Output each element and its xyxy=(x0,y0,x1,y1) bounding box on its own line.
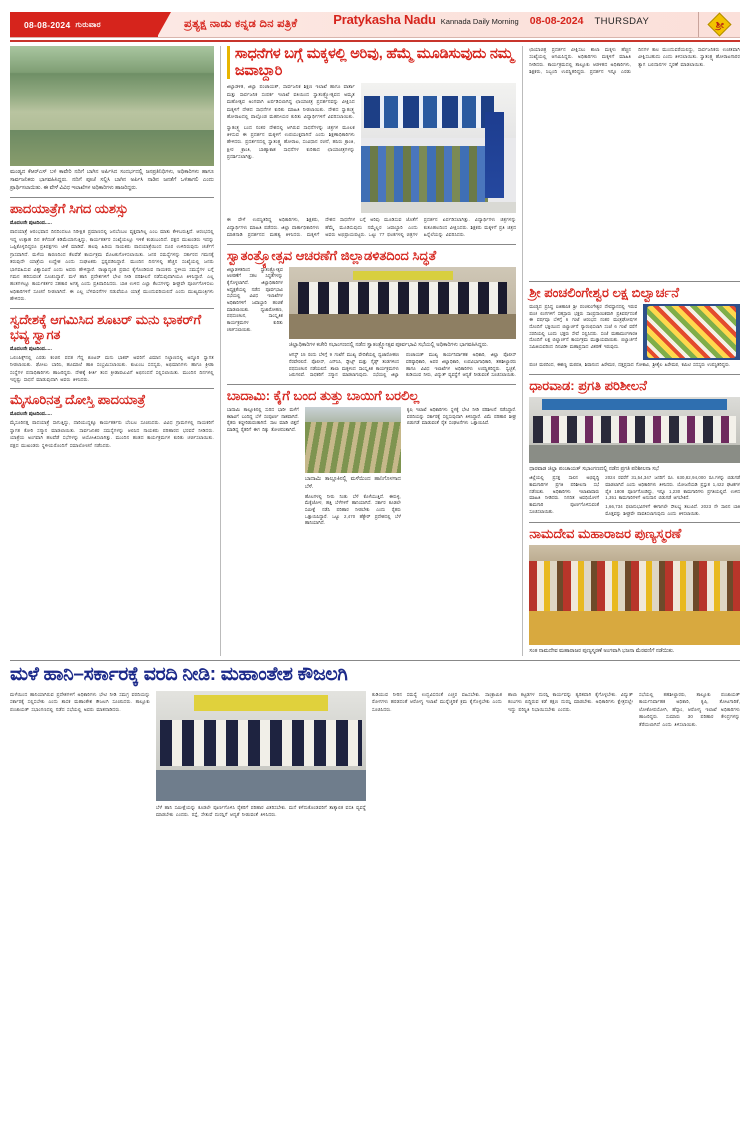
photo-damaged-crop-field xyxy=(305,407,401,473)
right3-photo-caption: ಸಂತ ನಾಮದೇವ ಮಹಾರಾಜರ ಪುಣ್ಯಸ್ಮರಣೆ ಅಂಗವಾಗಿ ಭಜನಾ ಮೆರವಣಿಗೆ ನಡೆಯಿತು. xyxy=(529,648,675,655)
photo-banner xyxy=(353,271,453,280)
photo-crop-rows xyxy=(305,422,401,473)
left-body-3: ಮೈಸೂರಿನತ್ತ ಪಾದಯಾತ್ರೆ ಸಾಗುತ್ತಿದ್ದು, ದಾರಿಯುದ್ದಕ್ಕೂ ಕಾರ್ಯಕರ್ತರು ಬೆಂಬಲ ಸೂಚಿಸಿದರು. ವಿವಿಧ ಗ್ರಾಮಗಳಲ್ಲಿ ನಾಯಕರಿಗೆ ಸ್ವಾಗತ ಕೋರಿ ಸನ್ಮಾನ ಮಾಡಲಾಯಿತು. ಸಾರ್ವಜನಿಕರ ಸಮಸ್ಯೆಗಳನ್ನು ಆಲಿಸಿದ ನಾಯಕರು ಪರಿಹಾರದ ಭರವಸೆ ನೀಡಿದರು. ಯಾತ್ರೆಯ ಅಂಗವಾಗಿ ಹಲವೆಡೆ ಸಭೆಗಳನ್ನು ಆಯೋಜಿಸಲಾಗಿತ್ತು. ಮುಂದಿನ ಹಂತದ ಕಾರ್ಯಕ್ರಮಗಳ ಕುರಿತು ಚರ್ಚಿಸಲಾಯಿತು. ಪಕ್ಷದ ಮುಖಂಡರು ಸ್ಥಳೀಯರೊಂದಿಗೆ ಸಮಾಲೋಚನೆ ನಡೆಸಿದರು. xyxy=(10,420,214,448)
mid2-col-c: ಕೃಷಿ ಇಲಾಖೆ ಅಧಿಕಾರಿಗಳು ಸ್ಥಳಕ್ಕೆ ಭೇಟಿ ನೀಡಿ ಪರಿಶೀಲನೆ ನಡೆಸಿದ್ದಾರೆ. ವರದಿಯನ್ನು ಸರ್ಕಾರಕ್ಕೆ ಸಲ್ಲಿಸುವುದಾಗಿ ತಿಳಿಸಿದ್ದಾರೆ. ವಿಮೆ ಪರಿಹಾರ ಶೀಘ್ರ ಬಿಡುಗಡೆ ಮಾಡುವಂತೆ ರೈತ ಸಂಘಟನೆಗಳು ಒತ್ತಾಯಿಸಿವೆ. xyxy=(406,406,517,426)
left-photo-caption: ಮಂಡ್ಯದ ಕೆಆರ್‌ಎಸ್ ಬಳಿ ಕಾವೇರಿ ನದಿಗೆ ಬಾಗಿನ ಅರ್ಪಿಸಿದ ಸಂದರ್ಭದಲ್ಲಿ ಜನಪ್ರತಿನಿಧಿಗಳು, ಅಧಿಕಾರಿಗಳು ಹಾಗೂ ಸಾರ್ವಜನಿಕರು ಭಾಗವಹಿಸಿದ್ದರು. ನದಿಗೆ ಪೂಜೆ ಸಲ್ಲಿಸಿ ಬಾಗಿನ ಅರ್ಪಿಸಿ ನಾಡಿನ ಜನತೆಗೆ ಒಳಿತಾಗಲಿ ಎಂದು ಪ್ರಾರ್ಥಿಸಲಾಯಿತು. ಈ ವೇಳೆ ವಿವಿಧ ಇಲಾಖೆಗಳ ಅಧಿಕಾರಿಗಳು ಹಾಜರಿದ್ದರು. xyxy=(10,169,214,191)
mid-col-a: ಜಿಲ್ಲಾಡಳಿತದಿಂದ ಸ್ವಾತಂತ್ರ್ಯೋತ್ಸವ ಆಚರಣೆಗೆ ಸಕಲ ಸಿದ್ಧತೆಗಳನ್ನು ಕೈಗೊಳ್ಳಲಾಗಿದೆ. ಜಿಲ್ಲಾಧಿಕಾರಿಗಳ ಅಧ್ಯಕ್ಷತೆಯಲ್ಲಿ ನಡೆದ ಪೂರ್ವಭಾವಿ ಸಭೆಯಲ್ಲಿ ವಿವಿಧ ಇಲಾಖೆಗಳ ಅಧಿಕಾರಿಗಳಿಗೆ ಜವಾಬ್ದಾರಿ ಹಂಚಿಕೆ ಮಾಡಲಾಯಿತು. ಧ್ವಜಾರೋಹಣ, ಪಥಸಂಚಲನ, ಸಾಂಸ್ಕೃತಿಕ ಕಾರ್ಯಕ್ರಮಗಳ ಕುರಿತು ಚರ್ಚಿಸಲಾಯಿತು. xyxy=(226,266,283,332)
photo-inner xyxy=(305,407,401,473)
banner-col-5: ಸಭೆಯಲ್ಲಿ ತಹಶೀಲ್ದಾರರು, ತಾಲ್ಲೂಕು ಪಂಚಾಯತ್ ಕಾರ್ಯನಿರ್ವಾಹಕ ಅಧಿಕಾರಿ, ಕೃಷಿ, ತೋಟಗಾರಿಕೆ, ಲೋಕೋಪಯೋಗಿ, ಹೆಸ್ಕಾಂ, ಆರೋಗ್ಯ ಇಲಾಖೆ ಅಧಿಕಾರಿಗಳು ಹಾಜರಿದ್ದರು. ಸುಮಾರು 30 ಪರಿಹಾರ ಕೇಂದ್ರಗಳನ್ನು ತೆರೆಯಲಾಗಿದೆ ಎಂದು ತಿಳಿಸಲಾಯಿತು. xyxy=(639,691,740,727)
left-column xyxy=(10,46,214,656)
mid-col-b: ಆಗಸ್ಟ್ 15 ರಂದು ಬೆಳಿಗ್ಗೆ 9 ಗಂಟೆಗೆ ಮುಖ್ಯ ವೇದಿಕೆಯಲ್ಲಿ ಧ್ವಜಾರೋಹಣ ನೆರವೇರಲಿದೆ. ಪೊಲೀಸ್, ಎನ್‌ಸಿಸಿ, ಸ್ಕೌಟ್ಸ್ ಮತ್ತು ಗೈಡ್ಸ್ ತಂಡಗಳಿಂದ ಪಥಸಂಚಲನ ನಡೆಯಲಿದೆ. ಶಾಲಾ ಮಕ್ಕಳಿಂದ ಸಾಂಸ್ಕೃತಿಕ ಕಾರ್ಯಕ್ರಮಗಳು ಜರುಗಲಿವೆ. ಸಾಧಕರಿಗೆ ಸನ್ಮಾನ ಮಾಡಲಾಗುವುದು. xyxy=(288,352,400,378)
photo-floral-decoration xyxy=(647,306,736,358)
lead-caption-a: ಈ ವೇಳೆ ಉಪಸ್ಥಿತರಿದ್ದ ಅಧಿಕಾರಿಗಳು, ಶಿಕ್ಷಕರು, ವಿದ್ಯಾರ್ಥಿಗಳು ಮಾಹಿತಿ ಪಡೆದರು. ಜಿಲ್ಲಾ ವಾರ್ತಾಧಿಕಾರಿಗಳು ಮಾತನಾಡಿ ಪ್ರದರ್ಶನದ ಮಹತ್ವ ತಿಳಿಸಿದರು. xyxy=(226,217,320,238)
right2-a-wrap xyxy=(529,475,599,517)
masthead xyxy=(10,12,740,38)
left-kicker-2: ಮೊದಲನೇ ಪುಟದಿಂದ..... xyxy=(10,345,52,352)
lead-caption-columns xyxy=(227,216,516,238)
mid-headline-2: ಬಾದಾಮಿ: ಕೈಗೆ ಬಂದ ತುತ್ತು ಬಾಯಿಗೆ ಬರಲಿಲ್ಲ xyxy=(227,384,516,404)
right-column xyxy=(529,46,740,656)
brand-weekday: THURSDAY xyxy=(594,16,650,27)
photo-students xyxy=(361,146,488,208)
mid2-photo-wrap xyxy=(305,407,401,527)
right-top-text xyxy=(529,46,740,276)
right2-col-c: 1,66,734 ಫಲಾನುಭವಿಗಳಿಗೆ ಈಗಾಗಲೇ ಸೌಲಭ್ಯ ತಲುಪಿದೆ. 2023 ನೇ ಸಾಲಿನ ಬಾಕಿ ಮೊತ್ತವನ್ನು ಶೀಘ್ರವೇ ಪಾವತಿಸಲಾಗುವುದು ಎಂದು ತಿಳಿಸಲಾಯಿತು. xyxy=(605,503,740,516)
right-top-a: ಛಾಯಾಚಿತ್ರ ಪ್ರದರ್ಶನ ವೀಕ್ಷಿಸಲು ಶಾಲಾ ಮಕ್ಕಳು ಹೆಚ್ಚಿನ ಸಂಖ್ಯೆಯಲ್ಲಿ ಆಗಮಿಸಿದ್ದರು. ಅಧಿಕಾರಿಗಳು ಮಕ್ಕಳಿಗೆ ಮಾಹಿತಿ ನೀಡಿದರು. ಕಾರ್ಯಕ್ರಮದಲ್ಲಿ ತಾಲ್ಲೂಕು ಆಡಳಿತದ ಅಧಿಕಾರಿಗಳು, ಶಿಕ್ಷಕರು, ಸಿಬ್ಬಂದಿ ಉಪಸ್ಥಿತರಿದ್ದರು. xyxy=(529,47,632,75)
photo-namdev-procession xyxy=(529,545,740,645)
brand-tagline: Kannada Daily Morning xyxy=(440,17,519,26)
photo-press-meet xyxy=(156,691,366,801)
right2-col-a: ಜಿಲ್ಲೆಯಲ್ಲಿ ಪ್ರಸಕ್ತ ಸಾಲಿನ ಅಭಿವೃದ್ಧಿ ಕಾಮಗಾರಿಗಳ ಪ್ರಗತಿ ಪರಿಶೀಲನಾ ಸಭೆ ನಡೆಯಿತು. ಅಧಿಕಾರಿಗಳು ಇಲಾಖಾವಾರು ಮಾಹಿತಿ ನೀಡಿದರು. ನಿಗದಿತ ಅವಧಿಯೊಳಗೆ ಕಾಮಗಾರಿ ಪೂರ್ಣಗೊಳಿಸುವಂತೆ ಸೂಚಿಸಲಾಯಿತು. xyxy=(529,475,600,514)
brand-date: 08-08-2024 xyxy=(529,15,584,27)
lead-caption-c: ವಿದ್ಯಾರ್ಥಿಗಳು ಚಿತ್ರಗಳನ್ನು ಕುತೂಹಲದಿಂದ ವೀಕ್ಷಿಸಿದರು. ಶಿಕ್ಷಕರು ಮಕ್ಕಳಿಗೆ ಪ್ರತಿ ಚಿತ್ರದ ಹಿನ್ನೆಲೆಯನ್ನು ವಿವರಿಸಿದರು. xyxy=(423,217,517,238)
photo-floor xyxy=(361,202,516,214)
masthead-date-flag xyxy=(10,12,158,37)
photo-table xyxy=(529,445,740,462)
banner-col-3: ಕುಡಿಯುವ ನೀರಿನ ಸಮಸ್ಯೆ ಉದ್ಭವಿಸದಂತೆ ಎಚ್ಚರ ವಹಿಸಬೇಕು. ಸಾಂಕ್ರಾಮಿಕ ರೋಗಗಳು ಹರಡದಂತೆ ಆರೋಗ್ಯ ಇಲಾಖೆ ಮುನ್ನೆಚ್ಚರಿಕೆ ಕ್ರಮ ಕೈಗೊಳ್ಳಬೇಕು ಎಂದು ಸೂಚಿಸಿದರು. xyxy=(372,691,502,712)
banner-col-4-wrap xyxy=(508,691,633,819)
mid2-col-a-wrap xyxy=(227,407,299,527)
lead-photo-block xyxy=(361,83,516,213)
banner-col-4: ಶಾಲಾ ಕಟ್ಟಡಗಳ ದುರಸ್ತಿ ಕಾರ್ಯವನ್ನು ತ್ವರಿತವಾಗಿ ಕೈಗೊಳ್ಳಬೇಕು. ವಿದ್ಯುತ್ ಕಂಬಗಳು ಬಿದ್ದಿರುವ ಕಡೆ ತಕ್ಷಣ ದುರಸ್ತಿ ಮಾಡಬೇಕು. ಅಧಿಕಾರಿಗಳು ಕ್ಷೇತ್ರದಲ್ಲೇ ಇದ್ದು ಪರಿಸ್ಥಿತಿ ನಿಭಾಯಿಸಬೇಕು ಎಂದರು. xyxy=(508,691,633,712)
photo-inner xyxy=(361,83,516,213)
banner-headline: ಮಳೆ ಹಾನಿ–ಸರ್ಕಾರಕ್ಕೆ ವರದಿ ನೀಡಿ: ಮಹಾಂತೇಶ ಕೌಜಲಗಿ xyxy=(10,664,348,686)
middle-column xyxy=(220,46,523,656)
right1-photo-wrap xyxy=(643,304,740,360)
mid2-col-a: ಬಾದಾಮಿ ತಾಲ್ಲೂಕಿನಲ್ಲಿ ಸುರಿದ ಭಾರೀ ಮಳೆಗೆ ಕಟಾವಿಗೆ ಬಂದಿದ್ದ ಬೆಳೆ ಸಂಪೂರ್ಣ ನಾಶವಾಗಿದೆ. ರೈತರು ಕಣ್ಣೀರಿಡುವಂತಾಗಿದೆ. ಸಾಲ ಮಾಡಿ ಬಿತ್ತನೆ ಮಾಡಿದ್ದ ರೈತರಿಗೆ ಈಗ ದಿಕ್ಕು ತೋಚದಂತಾಗಿದೆ. xyxy=(226,406,299,432)
lead-text-block xyxy=(227,83,355,213)
left-body-1: ಪಾದಯಾತ್ರೆ ಆರಂಭವಾದ ದಿನದಿಂದಲೂ ನಿರೀಕ್ಷಿತ ಪ್ರಮಾಣದಲ್ಲಿ ಜನಬೆಂಬಲ ವ್ಯಕ್ತವಾಗಿಲ್ಲ ಎಂಬ ಮಾತು ಕೇಳಿಬರುತ್ತಿದೆ. ಆರಂಭದಲ್ಲಿ ಇದ್ದ ಉತ್ಸಾಹ ದಿನ ಕಳೆದಂತೆ ಕಡಿಮೆಯಾಗುತ್ತಿದ್ದು, ಕಾರ್ಯಕರ್ತರ ಸಂಖ್ಯೆಯಲ್ಲೂ ಇಳಿಕೆ ಕಂಡುಬಂದಿದೆ. ಪಕ್ಷದ ಮುಖಂಡರು ಇದನ್ನು ಒಪ್ಪಿಕೊಳ್ಳದಿದ್ದರೂ ಪ್ರತಿಪಕ್ಷಗಳು ಟೀಕೆ ಮಾಡಿವೆ. ಹಲವು ಹಿರಿಯ ನಾಯಕರು ಪಾದಯಾತ್ರೆಯಿಂದ ದೂರ ಉಳಿದಿರುವುದು ಚರ್ಚೆಗೆ ಗ್ರಾಸವಾಗಿದೆ. ಮಳೆಯ ಕಾರಣದಿಂದ ಕೆಲವೆಡೆ ಕಾರ್ಯಕ್ರಮ ಮೊಟಕುಗೊಳಿಸಲಾಯಿತು. ಜನರ ಸಮಸ್ಯೆಗಳನ್ನು ಸರ್ಕಾರದ ಗಮನಕ್ಕೆ ತರುವುದೇ ಯಾತ್ರೆಯ ಉದ್ದೇಶ ಎಂದು ಸಂಘಟಕರು ಸ್ಪಷ್ಟಪಡಿಸಿದ್ದಾರೆ. ಮುಂದಿನ ದಿನಗಳಲ್ಲಿ ಹೆಚ್ಚಿನ ಸಂಖ್ಯೆಯಲ್ಲಿ ಜನರು ಭಾಗವಹಿಸುವ ವಿಶ್ವಾಸವಿದೆ ಎಂದು ಅವರು ಹೇಳಿದ್ದಾರೆ. ರಾಜ್ಯಾದ್ಯಂತ ಪ್ರವಾಸ ಕೈಗೊಂಡಿರುವ ನಾಯಕರು ಸ್ಥಳೀಯ ಸಮಸ್ಯೆಗಳ ಬಗ್ಗೆ ಗಮನ ಹರಿಸುವಂತೆ ಸೂಚಿಸಿದ್ದಾರೆ. ಮಳೆ ಹಾನಿ ಪ್ರದೇಶಗಳಿಗೆ ಭೇಟಿ ನೀಡಿ ಪರಿಶೀಲನೆ ನಡೆಸುವುದಾಗಿಯೂ ತಿಳಿಸಿದ್ದಾರೆ. ಎಲ್ಲ ಹಂತಗಳಲ್ಲೂ ಕಾರ್ಯಕರ್ತರ ಸಹಕಾರ ಅಗತ್ಯ ಎಂದು ಪ್ರತಿಪಾದಿಸಿದರು. ಬಾಕಿ ಉಳಿದ ಎಲ್ಲಾ ಕೆಲಸಗಳನ್ನು ಶೀಘ್ರವೇ ಪೂರ್ಣಗೊಳಿಸಲು ಅಧಿಕಾರಿಗಳಿಗೆ ಸೂಚನೆ ನೀಡಲಾಗಿದೆ. ಈ ಎಲ್ಲ ಬೆಳವಣಿಗೆಗಳ ನಡುವೆಯೂ ಯಾತ್ರೆ ಮುಂದುವರಿಯಲಿದೆ ಎಂದು ಮುಖ್ಯಮಂತ್ರಿಗಳು ಹೇಳಿದರು. xyxy=(10,229,214,302)
photo-photo-exhibition xyxy=(361,83,516,213)
right2-bc-wrap xyxy=(605,475,740,517)
right-headline-2: ಧಾರವಾಡ: ಪ್ರಗತಿ ಪರಿಶೀಲನೆ xyxy=(529,374,740,394)
logo-glyph: ಶ್ರೀ xyxy=(715,18,724,29)
right1-body: ಮಂಡ್ಯದ ಪ್ರಸಿದ್ಧ ಐತಿಹಾಸಿಕ ಶ್ರೀ ಪಂಚಲಿಂಗೇಶ್ವರ ದೇವಸ್ಥಾನದಲ್ಲಿ ಇರುವ ಪಂಚ ಲಿಂಗಗಳಿಗೆ ಸಹಸ್ರಾರು ಭಕ್ತರು ಸಾಂಪ್ರದಾಯಿಕವಾಗಿ ಪ್ರತಿವರ್ಷದಂತೆ ಈ ವರ್ಷವೂ ಬೆಳಿಗ್ಗೆ 6 ಗಂಟೆ ಆರಂಭದ ನಂತರ ಮಂತ್ರಘೋಷಗಳ ದೊಂದಿಗೆ ಭಕ್ತಿಯಿಂದ ಬಿಲ್ವಾರ್ಚನೆ ನ್ಯಾರಂಭಿಸಲಾಗಿ ಸಂಜೆ 6 ಗಂಟೆ ವರೆಗೆ ಸರದಿಯಲ್ಲಿ ಬಂದು ಭಕ್ತರು ಸೇವೆ ಸಲ್ಲಿಸಿದರು. ಸಂಜೆ ಮಹಾಮಂಗಳಾರತಿ ದೊಂದಿಗೆ ಲಕ್ಷ ಬಿಲ್ವಾರ್ಚನೆ ಕಾರ್ಯಕ್ರಮ ಮುಕ್ತಾಯವಾಯಿತು. ಬಿಲ್ವಾರ್ಚನೆ ಸಮಿತಿಯವರಿಂದ ದಿನವಿಡೀ ಮಹಾಪ್ರಸಾದ ವಿತರಣೆ ಇರುವುದು. xyxy=(529,303,638,349)
photo-speaker xyxy=(485,112,504,198)
left-headline-2: ಸ್ವದೇಶಕ್ಕೆ ಆಗಮಿಸಿದ ಶೂಟರ್ ಮನು ಭಾಕರ್‌ಗೆ ಭವ್ಯ ಸ್ವಾಗತ xyxy=(10,308,214,343)
photo-inner xyxy=(643,304,740,360)
photo-dc-meeting xyxy=(289,267,516,339)
mid-story-2-row xyxy=(227,407,516,527)
left-body-2: ಒಲಿಂಪಿಕ್ಸ್‌ನಲ್ಲಿ ಎರಡು ಕಂಚಿನ ಪದಕ ಗೆದ್ದ ಶೂಟರ್ ಮನು ಭಾಕರ್ ಅವರಿಗೆ ವಿಮಾನ ನಿಲ್ದಾಣದಲ್ಲಿ ಅದ್ಧೂರಿ ಸ್ವಾಗತ ನೀಡಲಾಯಿತು. ಢೋಲು ಬಾರಿಸಿ, ಹೂಮಾಲೆ ಹಾಕಿ ಸಂಭ್ರಮಿಸಲಾಯಿತು. ಕುಟುಂಬ ಸದಸ್ಯರು, ಅಭಿಮಾನಿಗಳು ಹಾಗೂ ಕ್ರೀಡಾ ಸಂಸ್ಥೆಗಳ ಪದಾಧಿಕಾರಿಗಳು ಹಾಜರಿದ್ದರು. ದೇಶಕ್ಕೆ ಕೀರ್ತಿ ತಂದ ಕ್ರೀಡಾಪಟುವಿಗೆ ಅಭಿನಂದನೆ ಸಲ್ಲಿಸಲಾಯಿತು. ಮುಂದಿನ ದಿನಗಳಲ್ಲಿ ಇನ್ನಷ್ಟು ಸಾಧನೆ ಮಾಡುವುದಾಗಿ ಅವರು ತಿಳಿಸಿದರು. xyxy=(10,354,214,382)
left-kicker-3: ಮೊದಲನೇ ಪುಟದಿಂದ..... xyxy=(10,411,52,418)
photo-ground xyxy=(529,611,740,645)
right-story-1-row xyxy=(529,304,740,360)
mid2-col-b: ಹೊಲಗಳಲ್ಲಿ ನೀರು ನಿಂತು ಬೆಳೆ ಕೊಳೆಯುತ್ತಿದೆ. ಈರುಳ್ಳಿ, ಮೆಕ್ಕೆಜೋಳ, ಹತ್ತಿ ಬೆಳೆಗಳಿಗೆ ಹಾನಿಯಾಗಿದೆ. ಸರ್ಕಾರ ಕೂಡಲೇ ಸಮೀಕ್ಷೆ ನಡೆಸಿ ಪರಿಹಾರ ನೀಡಬೇಕು ಎಂದು ರೈತರು ಒತ್ತಾಯಿಸಿದ್ದಾರೆ. ಒಟ್ಟು 2,470 ಹೆಕ್ಟೇರ್ ಪ್ರದೇಶದಲ್ಲಿ ಬೆಳೆ ಹಾನಿಯಾಗಿದೆ. xyxy=(304,493,401,526)
photo-inner xyxy=(10,46,214,166)
masthead-logo xyxy=(698,12,740,37)
right-headline-1: ಶ್ರೀ ಪಂಚಲಿಂಗೇಶ್ವರ ಲಕ್ಷ ಬಿಲ್ವಾರ್ಚನೆ xyxy=(529,281,740,301)
right2-col-b: 2024 ರವರೆಗೆ 31,54,347 ಜನರಿಗೆ ರೂ. 630,82,94,000 ರೂ.ಗಳನ್ನು ಬಿಡುಗಡೆ ಮಾಡಲಾಗಿದೆ ಎಂದು ಅಧಿಕಾರಿಗಳು ತಿಳಿಸಿದರು. ಯೋಜನೆಯಡಿ ಪ್ರಸ್ತುತ 1,422 ಘಟಕಗಳ ಪೈಕಿ 1808 ಪೂರ್ಣಗೊಂಡಿದ್ದು, ಇನ್ನೂ 1,230 ಕಾಮಗಾರಿಗಳು ಪ್ರಗತಿಯಲ್ಲಿವೆ. ಉಳಿದ 1,351 ಕಾಮಗಾರಿಗಳಿಗೆ ಅನುದಾನ ಬಿಡುಗಡೆ ಆಗಬೇಕಿದೆ. xyxy=(605,475,740,501)
photo-seated-officials xyxy=(533,416,735,442)
masthead-date: 08-08-2024 xyxy=(24,19,71,30)
brand-name: Pratykasha Nadu xyxy=(333,12,436,27)
mid-col-c: ಸಭೆಯಲ್ಲಿ ಜಿಲ್ಲಾ ಪಂಚಾಯತ್ ಮುಖ್ಯ ಕಾರ್ಯನಿರ್ವಾಹಕ ಅಧಿಕಾರಿ, ಜಿಲ್ಲಾ ಪೊಲೀಸ್ ವರಿಷ್ಠಾಧಿಕಾರಿ, ಅಪರ ಜಿಲ್ಲಾಧಿಕಾರಿ, ಉಪವಿಭಾಗಾಧಿಕಾರಿ, ತಹಶೀಲ್ದಾರರು ಹಾಗೂ ವಿವಿಧ ಇಲಾಖೆಗಳ ಅಧಿಕಾರಿಗಳು ಉಪಸ್ಥಿತರಿದ್ದರು. ಸ್ವಚ್ಛತೆ, ಕುಡಿಯುವ ನೀರು, ವಿದ್ಯುತ್ ವ್ಯವಸ್ಥೆಗೆ ಆದ್ಯತೆ ನೀಡುವಂತೆ ಸೂಚಿಸಲಾಯಿತು. xyxy=(372,352,517,378)
photo-people xyxy=(26,82,209,137)
lead-headline: ಸಾಧನೆಗಳ ಬಗ್ಗೆ ಮಕ್ಕಳಲ್ಲಿ ಅರಿವು, ಹೆಮ್ಮೆ ಮೂಡಿಸುವುದು ನಮ್ಮ ಜವಾಬ್ದಾರಿ xyxy=(227,46,516,79)
banner-photo-wrap xyxy=(156,691,366,819)
right-headline-3: ನಾಮದೇವ ಮಹಾರಾಜರ ಪುಣ್ಯಸ್ಮರಣೆ xyxy=(529,522,740,542)
banner-row xyxy=(10,691,740,819)
mid2-col-c-wrap xyxy=(407,407,516,527)
lead-caption-b: ಮಕ್ಕಳಿಗೆ ದೇಶದ ಸಾಧನೆಗಳ ಬಗ್ಗೆ ಅರಿವು ಮೂಡಿಸುವ ಜೊತೆಗೆ ಹೆಮ್ಮೆ ಮೂಡಿಸುವುದು ನಮ್ಮೆಲ್ಲರ ಜವಾಬ್ದಾರಿ ಎಂದು ಅವರು ಅಭಿಪ್ರಾಯಪಟ್ಟರು. ಒಟ್ಟು 77 ಫಲಕಗಳಲ್ಲಿ ಚಿತ್ರಗಳ ಪ್ರದರ್ಶನ ಏರ್ಪಡಿಸಲಾಗಿತ್ತು. xyxy=(306,217,470,238)
masthead-rule xyxy=(10,40,740,42)
mid-photo-caption: ಜಿಲ್ಲಾಧಿಕಾರಿಗಳ ಕಚೇರಿ ಸಭಾಂಗಣದಲ್ಲಿ ನಡೆದ ಸ್ವಾತಂತ್ರ್ಯೋತ್ಸವ ಪೂರ್ವಭಾವಿ ಸಭೆಯಲ್ಲಿ ಅಧಿಕಾರಿಗಳು ಭಾಗವಹಿಸಿದ್ದರು. xyxy=(288,341,488,348)
banner-col-1-wrap xyxy=(10,691,150,819)
photo-stage-banner xyxy=(542,399,728,410)
photo-table xyxy=(289,314,516,338)
photo-river-bagina xyxy=(10,46,214,166)
photo-display-boards xyxy=(364,96,495,127)
mid-col-a-wrap xyxy=(227,267,283,379)
photo-panel xyxy=(160,720,362,766)
masthead-day-kannada: ಗುರುವಾರ xyxy=(75,19,101,29)
mid2-photo-caption: ಬಾದಾಮಿ ತಾಲ್ಲೂಕಿನಲ್ಲಿ ಮಳೆಯಿಂದ ಹಾನಿಗೊಳಗಾದ ಬೆಳೆ. xyxy=(304,475,401,490)
photo-devotees xyxy=(529,561,740,613)
mid-story-1-body xyxy=(289,352,516,379)
photo-sky xyxy=(305,407,401,422)
banner-col-1: ಮಳೆಯಿಂದ ಹಾನಿಯಾಗಿರುವ ಪ್ರದೇಶಗಳಿಗೆ ಅಧಿಕಾರಿಗಳು ಭೇಟಿ ನೀಡಿ ಸಮಗ್ರ ವರದಿಯನ್ನು ಸರ್ಕಾರಕ್ಕೆ ಸಲ್ಲಿಸಬೇಕು ಎಂದು ಶಾಸಕ ಮಹಾಂತೇಶ ಕೌಜಲಗಿ ಸೂಚಿಸಿದರು. ತಾಲ್ಲೂಕು ಪಂಚಾಯತ್ ಸಭಾಂಗಣದಲ್ಲಿ ನಡೆದ ಸಭೆಯಲ್ಲಿ ಅವರು ಮಾತನಾಡಿದರು. xyxy=(10,691,150,712)
left-headline-3: ಮೈಸೂರಿನತ್ತ ದೋಸ್ತಿ ಪಾದಯಾತ್ರೆ xyxy=(10,388,214,408)
photo-inner xyxy=(529,545,740,645)
photo-banner xyxy=(194,695,328,710)
right-top-b: ಪ್ರದರ್ಶನ ಇನ್ನೂ ಎರಡು ದಿನಗಳ ಕಾಲ ಮುಂದುವರೆಯಲಿದ್ದು, ಸಾರ್ವಜನಿಕರು ಉಚಿತವಾಗಿ ವೀಕ್ಷಿಸಬಹುದು ಎಂದು ತಿಳಿಸಲಾಯಿತು. ಸ್ವಾತಂತ್ರ್ಯ ಹೋರಾಟಗಾರರ ತ್ಯಾಗ ಬಲಿದಾನಗಳ ಸ್ಮರಣೆ ಮಾಡಲಾಯಿತು. xyxy=(589,47,740,75)
photo-dharwad-review-meeting xyxy=(529,397,740,463)
masthead-kannada-title: ಪ್ರತ್ಯಕ್ಷ ನಾಡು ಕನ್ನಡ ದಿನ ಪತ್ರಿಕೆ xyxy=(184,18,298,30)
left-headline-1: ಪಾದಯಾತ್ರೆಗೆ ಸಿಗದ ಯಶಸ್ಸು xyxy=(10,197,214,217)
photo-bilvarchane-flowers xyxy=(643,304,740,360)
right1-body-2: ಪಂಚ ಮಠದಿಂದ, ಈಶಣ್ಣ ಮಠಪತಿ, ಶಿವಾನಂದ ಹಿರೇಮಠ, ದತ್ತಪ್ರಸಾದ ಗೋಕಾವಿ, ಶ್ರೀಶೈಲ ಹಿರೇಮಠ, ಕಮಿಟಿ ಸದಸ್ಯರು ಉಪಸ್ಥಿತರಿದ್ದರು. xyxy=(529,361,731,367)
right2-photo-caption: ಧಾರವಾಡ ಜಿಲ್ಲಾ ಪಂಚಾಯತ್ ಸಭಾಂಗಣದಲ್ಲಿ ನಡೆದ ಪ್ರಗತಿ ಪರಿಶೀಲನಾ ಸಭೆ xyxy=(529,465,659,472)
right-story-2-row xyxy=(529,475,740,517)
mid-photo-wrap xyxy=(289,267,516,379)
photo-inner xyxy=(289,267,516,339)
banner-col-2: ಬೆಳೆ ಹಾನಿ ಸಮೀಕ್ಷೆಯನ್ನು ಕೂಡಲೇ ಪೂರ್ಣಗೊಳಿಸಿ ರೈತರಿಗೆ ಪರಿಹಾರ ವಿತರಿಸಬೇಕು. ಮನೆ ಕಳೆದುಕೊಂಡವರಿಗೆ ತಾತ್ಕಾಲಿಕ ವಸತಿ ವ್ಯವಸ್ಥೆ ಮಾಡಬೇಕು ಎಂದರು. ರಸ್ತೆ, ಸೇತುವೆ ದುರಸ್ತಿಗೆ ಆದ್ಯತೆ ನೀಡುವಂತೆ ತಿಳಿಸಿದರು. xyxy=(156,804,366,818)
diamond-logo-icon xyxy=(707,12,731,36)
photo-inner xyxy=(156,691,366,801)
lead-col-1: ಜಿಲ್ಲಾಡಳಿತ, ಜಿಲ್ಲಾ ಪಂಚಾಯತ್, ಸಾರ್ವಜನಿಕ ಶಿಕ್ಷಣ ಇಲಾಖೆ ಹಾಗೂ ವಾರ್ತಾ ಮತ್ತು ಸಾರ್ವಜನಿಕ ಸಂಪರ್ಕ ಇಲಾಖೆ ವತಿಯಿಂದ ಸ್ವಾತಂತ್ರ್ಯೋತ್ಸವದ ಅಮೃತ ಮಹೋತ್ಸವ ಅಂಗವಾಗಿ ಏರ್ಪಡಿಸಲಾಗಿದ್ದ ಛಾಯಾಚಿತ್ರ ಪ್ರದರ್ಶನವನ್ನು ವೀಕ್ಷಿಸಿದ ಮಕ್ಕಳಿಗೆ ದೇಶದ ಸಾಧನೆಗಳ ಕುರಿತು ಮಾಹಿತಿ ನೀಡಲಾಯಿತು. ದೇಶದ ಸ್ವಾತಂತ್ರ್ಯ ಹೋರಾಟದಲ್ಲಿ ಪಾಲ್ಗೊಂಡ ಮಹನೀಯರ ಕುರಿತು ವಿದ್ಯಾರ್ಥಿಗಳಿಗೆ ವಿವರಿಸಲಾಯಿತು. xyxy=(226,84,355,120)
right1-text-wrap xyxy=(529,304,637,360)
lead-top-row xyxy=(227,83,516,213)
mid-headline-1: ಸ್ವಾತಂತ್ರ್ಯೋತ್ಸವ ಆಚರಣೆಗೆ ಜಿಲ್ಲಾಡಳಿತದಿಂದ ಸಿದ್ಧತೆ xyxy=(227,244,516,264)
bottom-banner-story xyxy=(10,660,740,819)
banner-col-5-wrap xyxy=(639,691,740,819)
left-kicker-1: ಮೊದಲನೇ ಪುಟದಿಂದ..... xyxy=(10,220,52,227)
main-columns xyxy=(10,46,740,656)
banner-col-3-wrap xyxy=(372,691,502,819)
photo-officials xyxy=(298,282,507,315)
masthead-brand-block xyxy=(333,12,649,37)
mid-story-1-row xyxy=(227,267,516,379)
photo-table xyxy=(156,770,366,801)
lead-col-2: ಸ್ವಾತಂತ್ರ್ಯ ಬಂದ ನಂತರ ದೇಶದಲ್ಲಿ ಆಗಿರುವ ಸಾಧನೆಗಳನ್ನು ಚಿತ್ರಗಳ ಮೂಲಕ ತಿಳಿಸುವ ಈ ಪ್ರದರ್ಶನ ಮಕ್ಕಳಿಗೆ ಉಪಯುಕ್ತವಾಗಿದೆ ಎಂದು ಶಿಕ್ಷಣಾಧಿಕಾರಿಗಳು ಹೇಳಿದರು. ಪ್ರದರ್ಶನದಲ್ಲಿ ಸ್ವಾತಂತ್ರ್ಯ ಹೋರಾಟ, ಸಂವಿಧಾನ ರಚನೆ, ಹಸಿರು ಕ್ರಾಂತಿ, ಕ್ಷೀರ ಕ್ರಾಂತಿ, ಬಾಹ್ಯಾಕಾಶ ಸಾಧನೆಗಳ ಕುರಿತಾದ ಛಾಯಾಚಿತ್ರಗಳನ್ನು ಪ್ರದರ್ಶಿಸಲಾಗಿತ್ತು. xyxy=(226,124,355,160)
photo-inner xyxy=(529,397,740,463)
